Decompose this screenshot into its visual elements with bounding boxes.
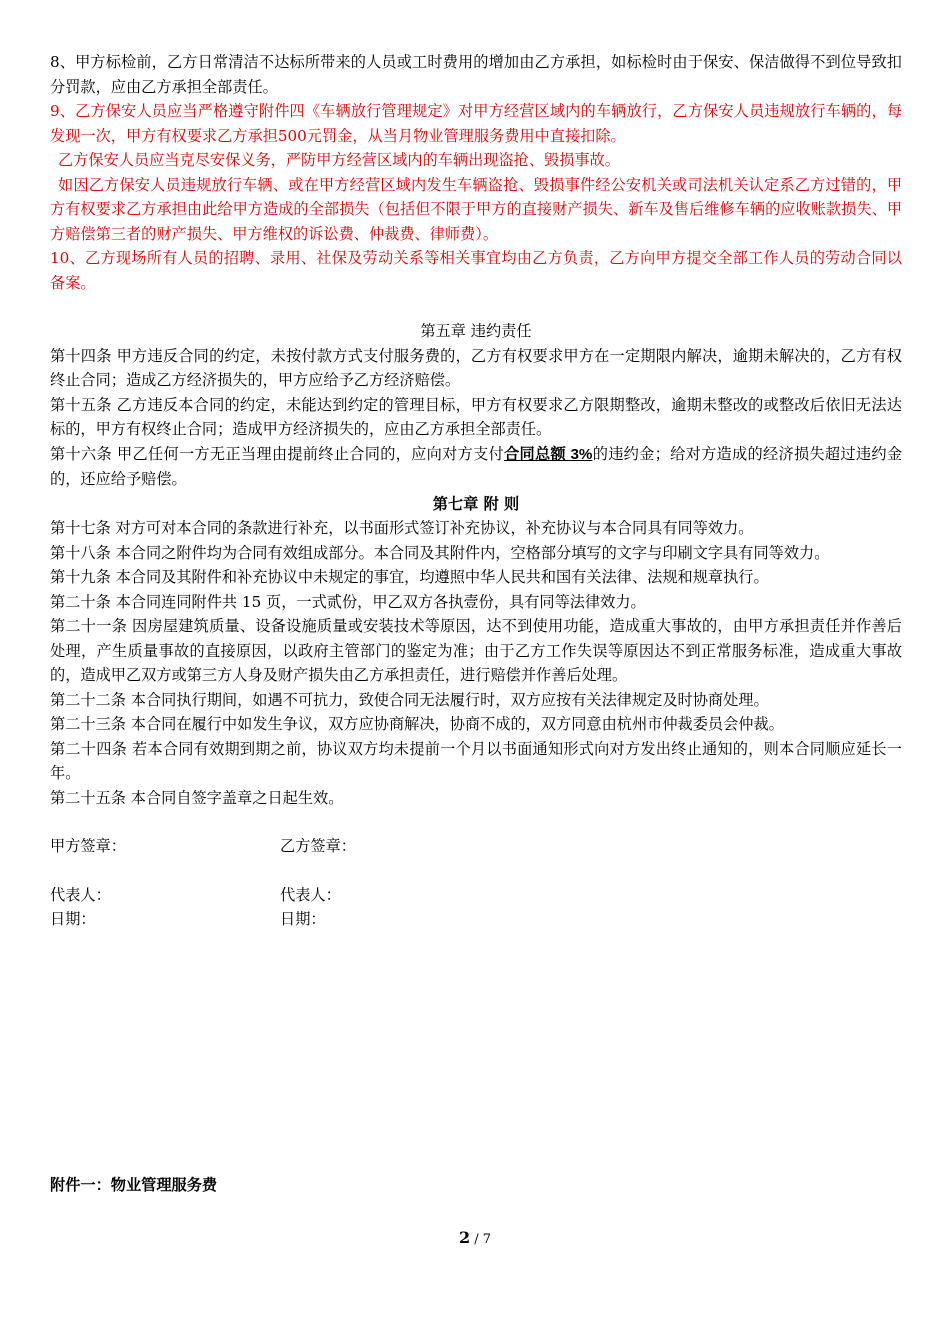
article-19: 第十九条 本合同及其附件和补充协议中未规定的事宜，均遵照中华人民共和国有关法律、法规和规章执行。	[50, 568, 769, 586]
article-16-post: 的违约金；给对方造成的经济损失超过违约金的，还应给予赔偿。	[50, 444, 903, 488]
penalty-rate: 合同总额 3%	[504, 445, 593, 463]
party-a-sign-label: 甲方签章：	[50, 837, 126, 855]
party-b-date-label: 日期：	[280, 910, 326, 928]
article-14: 第十四条 甲方违反合同的约定，未按付款方式支付服务费的，乙方有权要求甲方在一定期限内解决，逾期未解决的，乙方有权终止合同；造成乙方经济损失的，甲方应给予乙方经济赔偿。	[50, 346, 902, 389]
clause-8: 8、甲方标检前，乙方日常清洁不达标所带来的人员或工时费用的增加由乙方承担，如标检时由于保安、保洁做得不到位导致扣分罚款，应由乙方承担全部责任。	[50, 53, 902, 96]
page-current: 2	[458, 1228, 471, 1247]
article-15: 第十五条 乙方违反本合同的约定，未能达到约定的管理目标，甲方有权要求乙方限期整改，逾期未整改的或整改后依旧无法达标的，甲方有权终止合同；造成甲方经济损失的，应由乙方承担全部责任。	[50, 395, 902, 438]
article-22: 第二十二条 本合同执行期间，如遇不可抗力，致使合同无法履行时，双方应按有关法律规定及时协商处理。	[50, 690, 769, 709]
article-23: 第二十三条 本合同在履行中如发生争议，双方应协商解决，协商不成的，双方同意由杭州市仲裁委员会仲裁。	[50, 715, 784, 733]
clause-10: 10、乙方现场所有人员的招聘、录用、社保及劳动关系等相关事宜均由乙方负责，乙方向甲方提交全部工作人员的劳动合同以备案。	[50, 249, 902, 292]
clause-9-liability: 如因乙方保安人员违规放行车辆、或在甲方经营区域内发生车辆盗抢、毁损事件经公安机关或司法机关认定系乙方过错的，甲方有权要求乙方承担由此给甲方造成的全部损失（包括但不限于甲方的直接财产损失、新车及售后维修车辆的应收账款损失、甲方赔偿第三者的财产损失、甲方维权的诉讼费、仲裁费、律师费）。	[50, 175, 902, 243]
party-a-date-label: 日期：	[50, 910, 96, 928]
article-16-pre: 第十六条 甲乙任何一方无正当理由提前终止合同的，应向对方支付	[50, 444, 505, 463]
representative-row	[50, 883, 902, 908]
date-row	[50, 907, 902, 932]
article-25: 第二十五条 本合同自签字盖章之日起生效。	[50, 788, 344, 807]
article-17: 第十七条 对方可对本合同的条款进行补充，以书面形式签订补充协议，补充协议与本合同具有同等效力。	[50, 519, 754, 537]
article-24: 第二十四条 若本合同有效期到期之前，协议双方均未提前一个月以书面通知形式向对方发出终止通知的，则本合同顺应延长一年。	[50, 739, 902, 782]
page-number: 2 / 7	[458, 1228, 492, 1247]
article-21: 第二十一条 因房屋建筑质量、设备设施质量或安装技术等原因，达不到使用功能，造成重大事故的，由甲方承担责任并作善后处理，产生质量事故的直接原因，以政府主管部门的鉴定为准；由于乙方工作失误等原因达不到正常服务标准，造成重大事故的，造成甲乙双方或第三方人身及财产损失由乙方承担责任，进行赔偿并作善后处理。	[50, 617, 902, 684]
page-total: 7	[482, 1232, 492, 1247]
clause-9: 9、乙方保安人员应当严格遵守附件四《车辆放行管理规定》对甲方经营区域内的车辆放行，乙方保安人员违规放行车辆的，每发现一次，甲方有权要求乙方承担500元罚金，从当月物业管理服务费用中直接扣除。	[50, 102, 902, 145]
party-b-rep-label: 代表人：	[280, 885, 341, 904]
document-body	[50, 50, 902, 932]
clause-9-security-duty: 乙方保安人员应当克尽安保义务，严防甲方经营区域内的车辆出现盗抢、毁损事故。	[58, 151, 620, 169]
chapter-5-title: 第五章 违约责任	[420, 322, 532, 340]
party-a-rep-label: 代表人：	[50, 885, 111, 904]
chapter-7-title: 第七章 附 则	[432, 494, 520, 513]
party-b-sign-label: 乙方签章：	[280, 837, 356, 855]
article-20: 第二十条 本合同连同附件共 15 页，一式贰份，甲乙双方各执壹份，具有同等法律效力。	[50, 592, 646, 611]
appendix-title: 附件一：物业管理服务费	[50, 1176, 218, 1194]
signature-row	[50, 834, 902, 859]
article-18: 第十八条 本合同之附件均为合同有效组成部分。本合同及其附件内，空格部分填写的文字与印刷文字具有同等效力。	[50, 543, 830, 562]
article-16	[50, 442, 902, 492]
